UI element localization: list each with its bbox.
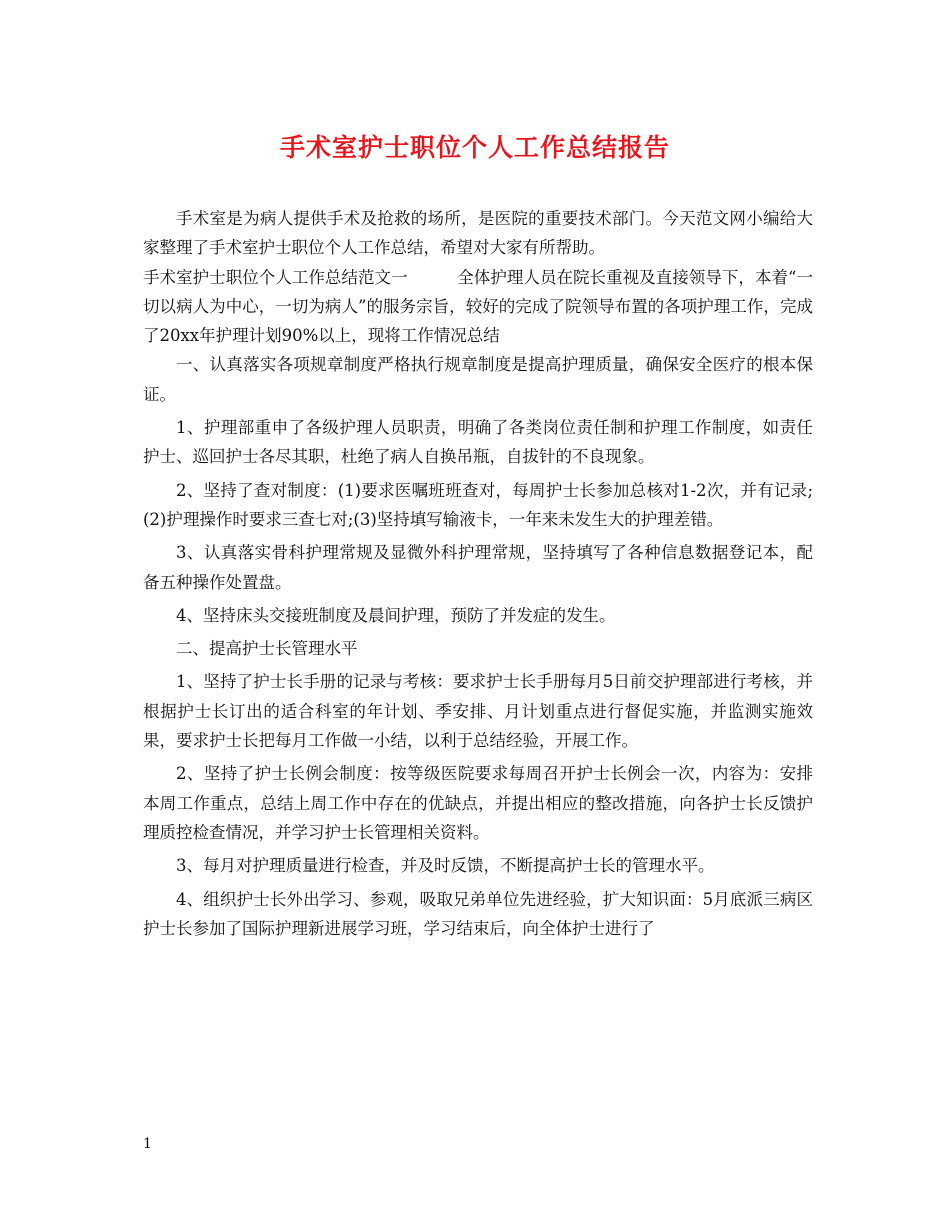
- paragraph-intro: 手术室是为病人提供手术及抢救的场所，是医院的重要技术部门。今天范文网小编给大家整理了手术室护士职位个人工作总结，希望对大家有所帮助。: [143, 209, 813, 258]
- paragraph-item-1-1: 1、护理部重申了各级护理人员职责，明确了各类岗位责任制和护理工作制度，如责任护士、巡回护士各尽其职，杜绝了病人自换吊瓶，自拔针的不良现象。: [143, 418, 813, 467]
- document-title: 手术室护士职位个人工作总结报告: [279, 133, 670, 162]
- paragraph-section-two-heading: 二、提高护士长管理水平: [176, 639, 358, 659]
- paragraph-item-2-4: 4、组织护士长外出学习、参观，吸取兄弟单位先进经验，扩大知识面：5月底派三病区护士长参加了国际护理新进展学习班，学习结束后，向全体护士进行了: [143, 889, 813, 938]
- paragraph-item-1-4: 4、坚持床头交接班制度及晨间护理，预防了并发症的发生。: [176, 605, 616, 625]
- paragraph-item-1-2: 2、坚持了查对制度：(1)要求医嘱班班查对，每周护士长参加总核对1-2次，并有记录;(2)护理操作时要求三查七对;(3)坚持填写输液卡，一年来未发生大的护理差错。: [143, 480, 813, 529]
- paragraph-sample-one: 手术室护士职位个人工作总结范文一 全体护理人员在院长重视及直接领导下，本着“一切以病人为中心，一切为病人”的服务宗旨，较好的完成了院领导布置的各项护理工作，完成了20xx年护理计划90%以上，现将工作情况总结: [143, 267, 813, 346]
- paragraph-section-one-heading: 一、认真落实各项规章制度严格执行规章制度是提高护理质量，确保安全医疗的根本保证。: [143, 355, 813, 404]
- paragraph-item-2-3: 3、每月对护理质量进行检查，并及时反馈，不断提高护士长的管理水平。: [176, 856, 715, 876]
- paragraph-item-2-1: 1、坚持了护士长手册的记录与考核：要求护士长手册每月5日前交护理部进行考核，并根据护士长订出的适合科室的年计划、季安排、月计划重点进行督促实施，并监测实施效果，要求护士长把每月工作做一小结，以利于总结经验，开展工作。: [143, 672, 813, 751]
- page-number: 1: [143, 1136, 152, 1152]
- paragraph-item-1-3: 3、认真落实骨科护理常规及显微外科护理常规，坚持填写了各种信息数据登记本，配备五种操作处置盘。: [143, 543, 813, 592]
- paragraph-item-2-2: 2、坚持了护士长例会制度：按等级医院要求每周召开护士长例会一次，内容为：安排本周工作重点，总结上周工作中存在的优缺点，并提出相应的整改措施，向各护士长反馈护理质控检查情况，并学习护士长管理相关资料。: [143, 764, 813, 842]
- document-body: [143, 204, 813, 947]
